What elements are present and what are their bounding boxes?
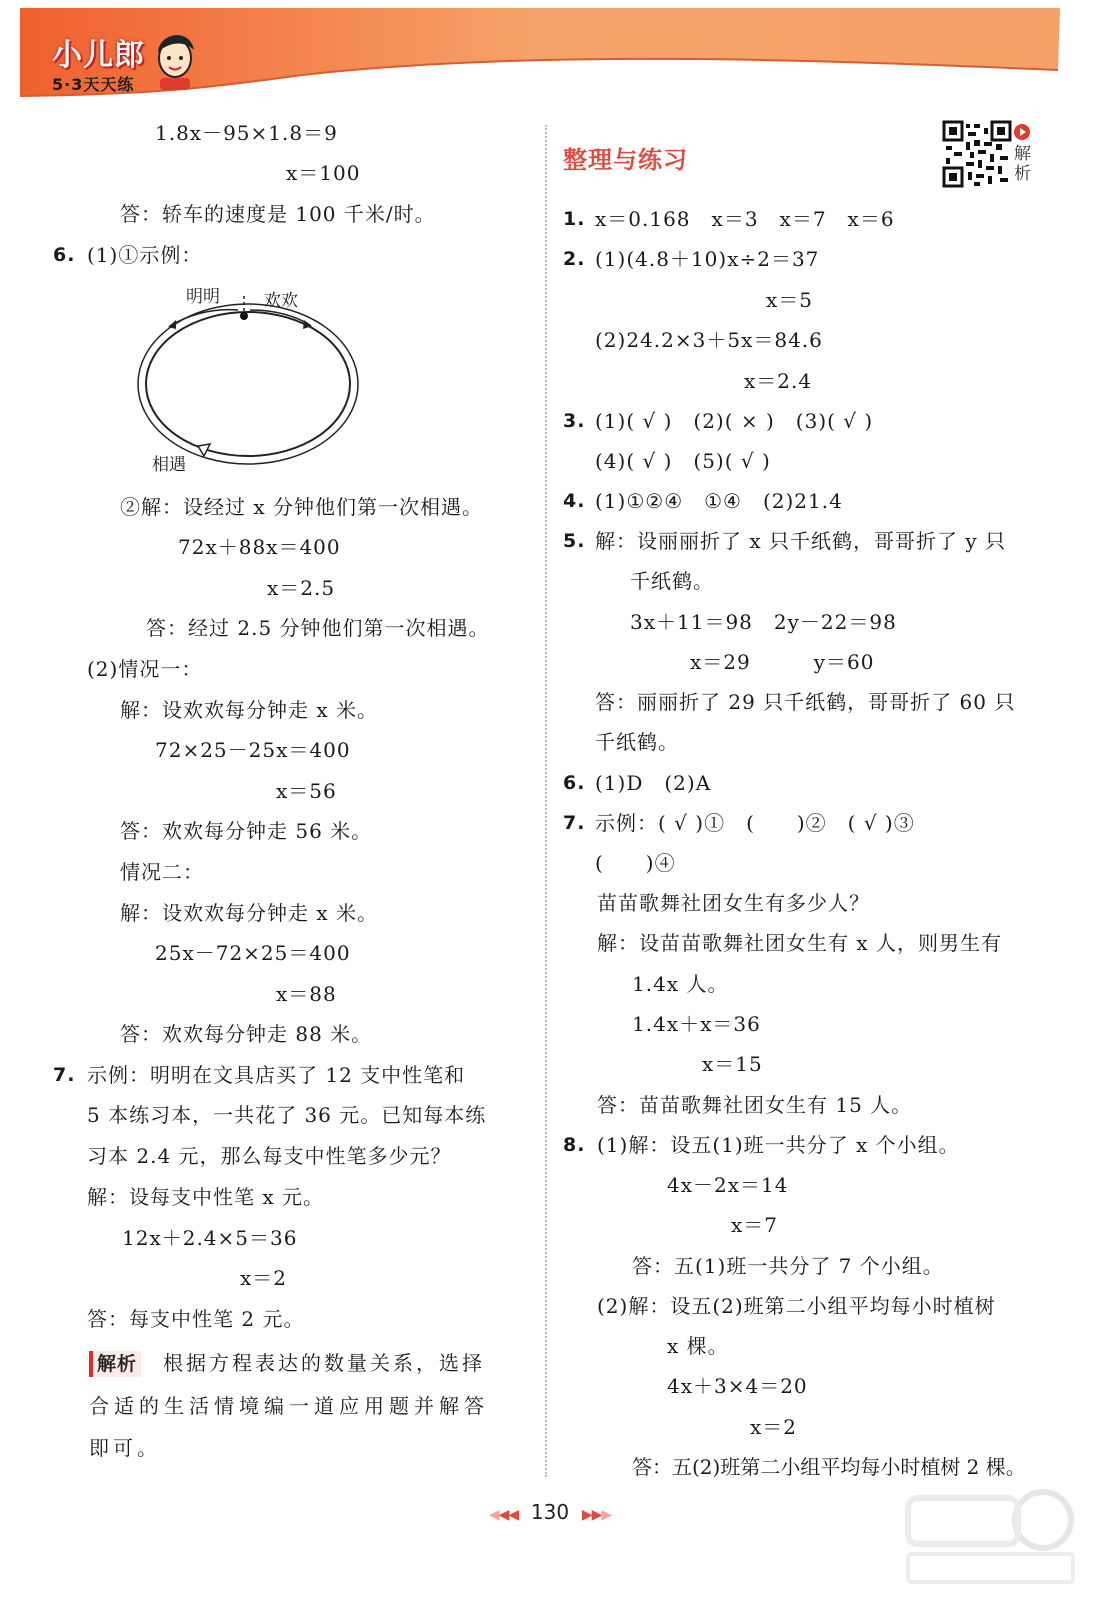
label-mingming: 明明 xyxy=(186,287,220,307)
text-line: ②解：设经过 x 分钟他们第一次相遇。 xyxy=(120,495,483,519)
qr-label: 解析 xyxy=(1014,144,1031,184)
brand-logo xyxy=(52,30,145,95)
play-icon[interactable] xyxy=(1014,124,1030,140)
text-line: x＝2.4 xyxy=(744,369,813,393)
text-line: x＝15 xyxy=(702,1052,763,1076)
arrow-right-icon: ▶▶ xyxy=(581,1507,602,1523)
text-line: (1)①示例： xyxy=(87,243,203,267)
text-line: x＝2.5 xyxy=(267,576,336,600)
question-number: 1. xyxy=(563,208,586,230)
text-line: 答：五(2)班第二小组平均每小时植树 2 棵。 xyxy=(632,1455,1026,1479)
text-line: 苗苗歌舞社团女生有多少人？ xyxy=(597,891,870,915)
text-line: 答：每支中性笔 2 元。 xyxy=(87,1307,305,1331)
text-line: x＝100 xyxy=(286,161,361,185)
question-number: 6. xyxy=(563,772,586,794)
text-line: 12x＋2.4×5＝36 xyxy=(122,1226,298,1250)
mascot-icon xyxy=(150,22,200,92)
text-line: 答：轿车的速度是 100 千米/时。 xyxy=(120,202,436,226)
text-line: 答：丽丽折了 29 只千纸鹤，哥哥折了 60 只 xyxy=(595,690,1016,714)
text-line: 答：苗苗歌舞社团女生有 15 人。 xyxy=(597,1093,913,1117)
question-number: 2. xyxy=(563,248,586,270)
text-line: 解：设欢欢每分钟走 x 米。 xyxy=(120,698,378,722)
text-line: (1)( √ ) (2)( × ) (3)( √ ) xyxy=(595,409,874,433)
text-line: 情况二： xyxy=(120,860,204,884)
text-line: 72x＋88x＝400 xyxy=(178,535,341,559)
text-line: x＝5 xyxy=(766,288,814,312)
label-huanhuan: 欢欢 xyxy=(264,291,298,311)
text-line: 即可。 xyxy=(89,1436,161,1460)
text-line: x＝88 xyxy=(276,982,337,1006)
text-line: x 棵。 xyxy=(667,1334,729,1358)
analysis-line xyxy=(89,1350,485,1377)
arrow-left-icon: ◀ xyxy=(488,1507,499,1523)
text-line: 千纸鹤。 xyxy=(595,730,679,754)
text-line: 5 本练习本，一共花了 36 元。已知每本练 xyxy=(87,1103,487,1127)
text-line: 解：设欢欢每分钟走 x 米。 xyxy=(120,901,378,925)
page-number-bar xyxy=(460,1500,640,1524)
text-line: x＝2 xyxy=(240,1266,288,1290)
text-line: x＝0.168 x＝3 x＝7 x＝6 xyxy=(595,207,895,231)
text-line: 答：欢欢每分钟走 56 米。 xyxy=(120,819,373,843)
text-line: x＝7 xyxy=(731,1213,779,1237)
track-diagram xyxy=(130,278,370,478)
text-line: 4x－2x＝14 xyxy=(667,1173,789,1197)
text-line: (1)①②④ ①④ (2)21.4 xyxy=(595,489,843,513)
section-title: 整理与练习 xyxy=(563,146,688,174)
text-line: x＝56 xyxy=(276,779,337,803)
question-number: 8. xyxy=(563,1134,586,1156)
text-line: (2)24.2×3＋5x＝84.6 xyxy=(595,328,823,352)
label-meet: 相遇 xyxy=(152,455,186,475)
text-line: (2)情况一： xyxy=(87,657,203,681)
text-line: (1)解：设五(1)班一共分了 x 个小组。 xyxy=(597,1133,960,1157)
text-line: 解：设每支中性笔 x 元。 xyxy=(87,1185,324,1209)
text-line: x＝29 y＝60 xyxy=(690,650,875,674)
text-line: (4)( √ ) (5)( √ ) xyxy=(595,449,771,473)
text-line: 1.8x－95×1.8＝9 xyxy=(155,121,338,145)
question-number: 7. xyxy=(563,812,586,834)
text-line: (1)D (2)A xyxy=(595,771,712,795)
text-line: (2)解：设五(2)班第二小组平均每小时植树 xyxy=(597,1294,996,1318)
text-line: 示例：明明在文具店买了 12 支中性笔和 xyxy=(87,1063,466,1087)
analysis-tag: 解析 xyxy=(89,1351,141,1377)
text-line: 25x－72×25＝400 xyxy=(155,941,351,965)
text-line: 3x＋11＝98 2y－22＝98 xyxy=(630,610,897,634)
text-line: 答：五(1)班一共分了 7 个小组。 xyxy=(632,1254,944,1278)
text-line: 1.4x 人。 xyxy=(632,972,729,996)
text-line: 解：设丽丽折了 x 只千纸鹤，哥哥折了 y 只 xyxy=(595,529,1007,553)
question-number: 6. xyxy=(53,244,76,266)
brand-sub: 5·3天天练 xyxy=(52,75,135,94)
text-line: 习本 2.4 元，那么每支中性笔多少元？ xyxy=(87,1144,452,1168)
question-number: 4. xyxy=(563,490,586,512)
text-line: 合适的生活情境编一道应用题并解答 xyxy=(89,1394,489,1418)
brand-name: 小儿郎 xyxy=(52,38,145,73)
watermark-logo xyxy=(898,1480,1078,1590)
text-line: 答：欢欢每分钟走 88 米。 xyxy=(120,1022,373,1046)
text-line: 千纸鹤。 xyxy=(630,569,714,593)
text-line: (1)(4.8＋10)x÷2＝37 xyxy=(595,247,820,271)
question-number: 7. xyxy=(53,1064,76,1086)
column-divider xyxy=(545,125,547,1477)
text-line: 答：经过 2.5 分钟他们第一次相遇。 xyxy=(146,616,490,640)
question-number: 5. xyxy=(563,530,586,552)
text-line: 解：设苗苗歌舞社团女生有 x 人，则男生有 xyxy=(597,931,1002,955)
arrow-left-icon: ◀◀ xyxy=(498,1507,519,1523)
text-line: x＝2 xyxy=(750,1415,798,1439)
question-number: 3. xyxy=(563,410,586,432)
page-number: 130 xyxy=(530,1500,570,1524)
text-line: 示例：( √ )① ( )② ( √ )③ xyxy=(595,811,915,835)
text-line: 4x＋3×4＝20 xyxy=(667,1374,808,1398)
text-line: ( )④ xyxy=(595,851,676,875)
arrow-right-icon: ▶ xyxy=(601,1507,612,1523)
text-line: 72×25－25x＝400 xyxy=(155,738,351,762)
text-line: 根据方程表达的数量关系，选择 xyxy=(163,1351,486,1375)
text-line: 1.4x＋x＝36 xyxy=(632,1012,761,1036)
qr-code-icon xyxy=(942,120,1012,188)
